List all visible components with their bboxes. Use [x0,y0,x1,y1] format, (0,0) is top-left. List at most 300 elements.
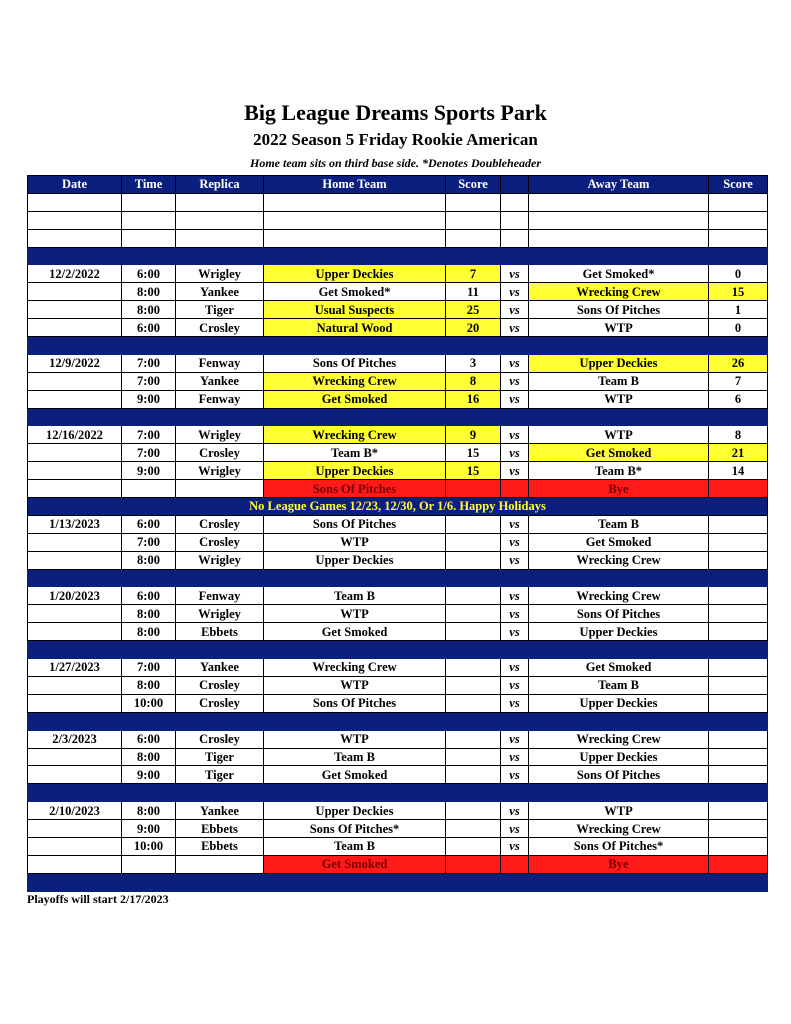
date-cell: 12/9/2022 [28,354,122,372]
home-team: Sons Of Pitches [264,515,446,533]
away-team: WTP [529,390,709,408]
home-score [446,676,501,694]
empty-cell [501,211,529,229]
away-team: Team B [529,676,709,694]
home-score [446,605,501,623]
replica-cell: Crosley [176,676,264,694]
vs-label: vs [501,659,529,677]
time-cell: 9:00 [122,462,176,480]
game-row [28,444,768,462]
game-row [28,301,768,319]
away-score: 0 [709,265,768,283]
game-row [28,766,768,784]
away-score [709,480,768,498]
separator-cell [28,641,122,659]
replica-cell: Crosley [176,694,264,712]
vs-label: vs [501,354,529,372]
separator-row [28,247,768,265]
separator-cell [264,337,446,355]
home-team: Natural Wood [264,319,446,337]
time-cell: 7:00 [122,354,176,372]
home-team: Upper Deckies [264,462,446,480]
replica-cell: Crosley [176,730,264,748]
home-score [446,587,501,605]
game-row [28,265,768,283]
replica-cell: Yankee [176,659,264,677]
empty-cell [264,229,446,247]
vs-label: vs [501,766,529,784]
separator-cell [501,784,529,802]
home-team: Team B [264,837,446,855]
separator-cell [446,641,501,659]
empty-cell [264,211,446,229]
separator-cell [122,247,176,265]
separator-cell [28,337,122,355]
away-score [709,587,768,605]
separator-cell [264,712,446,730]
date-cell [28,820,122,838]
home-score [446,623,501,641]
separator-cell [501,569,529,587]
separator-cell [264,247,446,265]
replica-cell: Tiger [176,766,264,784]
replica-cell: Ebbets [176,820,264,838]
separator-cell [501,247,529,265]
header-date: Date [28,176,122,194]
schedule-table [27,175,768,892]
home-score: 25 [446,301,501,319]
separator-cell [176,784,264,802]
away-team: Team B [529,515,709,533]
vs-label: vs [501,390,529,408]
date-cell [28,855,122,873]
vs-label: vs [501,462,529,480]
empty-row [28,229,768,247]
game-row [28,802,768,820]
replica-cell: Fenway [176,390,264,408]
separator-cell [709,641,768,659]
separator-cell [28,873,122,891]
replica-cell: Wrigley [176,462,264,480]
time-cell: 8:00 [122,605,176,623]
empty-cell [529,211,709,229]
game-row [28,426,768,444]
empty-cell [28,211,122,229]
date-cell: 12/2/2022 [28,265,122,283]
home-score [446,694,501,712]
replica-cell: Fenway [176,587,264,605]
replica-cell: Wrigley [176,426,264,444]
time-cell: 8:00 [122,748,176,766]
date-cell [28,372,122,390]
home-score: 9 [446,426,501,444]
home-score [446,551,501,569]
time-cell: 8:00 [122,623,176,641]
vs-label: vs [501,676,529,694]
vs-label: vs [501,748,529,766]
game-row [28,694,768,712]
away-team: Upper Deckies [529,748,709,766]
away-score: 8 [709,426,768,444]
date-cell [28,766,122,784]
home-score: 7 [446,265,501,283]
away-team: Get Smoked [529,444,709,462]
away-team: Sons Of Pitches [529,766,709,784]
away-team: Wrecking Crew [529,587,709,605]
holiday-note: No League Games 12/23, 12/30, Or 1/6. Happy Holidays [28,498,768,516]
separator-row [28,712,768,730]
separator-cell [529,641,709,659]
bye-team: Sons Of Pitches [264,480,446,498]
home-team: Wrecking Crew [264,659,446,677]
replica-cell: Tiger [176,748,264,766]
separator-cell [709,569,768,587]
vs-label: vs [501,372,529,390]
empty-cell [501,229,529,247]
bye-label: Bye [529,855,709,873]
separator-cell [709,873,768,891]
away-score [709,659,768,677]
vs-label: vs [501,820,529,838]
game-row [28,354,768,372]
time-cell: 9:00 [122,390,176,408]
separator-cell [529,873,709,891]
header-away-score: Score [709,176,768,194]
away-team: Upper Deckies [529,694,709,712]
empty-row [28,193,768,211]
replica-cell: Yankee [176,802,264,820]
date-cell [28,444,122,462]
separator-cell [446,337,501,355]
time-cell: 10:00 [122,837,176,855]
game-row [28,551,768,569]
away-score: 1 [709,301,768,319]
separator-cell [446,247,501,265]
time-cell: 6:00 [122,265,176,283]
game-row [28,372,768,390]
away-team: Wrecking Crew [529,283,709,301]
date-cell: 2/10/2023 [28,802,122,820]
vs-label: vs [501,605,529,623]
empty-cell [122,229,176,247]
game-row [28,283,768,301]
date-cell [28,694,122,712]
away-score [709,855,768,873]
separator-cell [446,784,501,802]
time-cell: 6:00 [122,730,176,748]
away-team: Get Smoked [529,533,709,551]
separator-cell [529,408,709,426]
empty-cell [529,193,709,211]
separator-cell [264,641,446,659]
header-home-team: Home Team [264,176,446,194]
away-team: WTP [529,426,709,444]
home-score [446,730,501,748]
away-score [709,820,768,838]
home-team: Upper Deckies [264,551,446,569]
empty-cell [28,229,122,247]
separator-cell [709,408,768,426]
replica-cell: Crosley [176,444,264,462]
empty-cell [122,193,176,211]
vs-label: vs [501,587,529,605]
home-score: 15 [446,462,501,480]
replica-cell: Wrigley [176,605,264,623]
away-score: 15 [709,283,768,301]
separator-row [28,408,768,426]
separator-cell [28,247,122,265]
time-cell: 6:00 [122,515,176,533]
replica-cell: Ebbets [176,837,264,855]
separator-cell [122,569,176,587]
home-score [446,480,501,498]
away-score: 14 [709,462,768,480]
schedule-note: Home team sits on third base side. *Denotes Doubleheader [250,156,541,170]
empty-cell [709,193,768,211]
date-cell: 2/3/2023 [28,730,122,748]
separator-cell [264,569,446,587]
vs-label: vs [501,533,529,551]
home-team: WTP [264,676,446,694]
vs-label: vs [501,623,529,641]
home-team: Team B* [264,444,446,462]
vs-label: vs [501,730,529,748]
date-cell [28,623,122,641]
away-score: 21 [709,444,768,462]
away-score [709,676,768,694]
replica-cell: Tiger [176,301,264,319]
empty-cell [501,193,529,211]
vs-label: vs [501,837,529,855]
separator-cell [176,337,264,355]
away-score: 26 [709,354,768,372]
home-team: Team B [264,748,446,766]
time-cell: 9:00 [122,766,176,784]
home-score [446,820,501,838]
game-row [28,676,768,694]
time-cell: 7:00 [122,426,176,444]
separator-row [28,784,768,802]
separator-cell [501,641,529,659]
vs-label: vs [501,426,529,444]
separator-cell [709,337,768,355]
empty-cell [122,211,176,229]
game-row [28,820,768,838]
bye-row [28,480,768,498]
home-team: WTP [264,533,446,551]
home-team: WTP [264,730,446,748]
date-cell: 12/16/2022 [28,426,122,444]
separator-cell [446,569,501,587]
page-subtitle: 2022 Season 5 Friday Rookie American [253,130,538,149]
home-score [446,748,501,766]
separator-cell [529,569,709,587]
separator-cell [28,408,122,426]
bye-label: Bye [529,480,709,498]
vs-label: vs [501,515,529,533]
home-score: 16 [446,390,501,408]
home-score [446,659,501,677]
separator-row [28,337,768,355]
separator-cell [709,784,768,802]
game-row [28,587,768,605]
separator-cell [709,712,768,730]
game-row [28,623,768,641]
replica-cell: Wrigley [176,265,264,283]
replica-cell: Crosley [176,319,264,337]
home-team: Wrecking Crew [264,426,446,444]
home-score: 20 [446,319,501,337]
game-row [28,515,768,533]
away-team: Team B [529,372,709,390]
vs-label: vs [501,444,529,462]
vs-cell [501,480,529,498]
away-score [709,515,768,533]
empty-cell [446,211,501,229]
home-team: Usual Suspects [264,301,446,319]
home-team: Get Smoked* [264,283,446,301]
separator-cell [446,712,501,730]
separator-cell [709,247,768,265]
header-replica: Replica [176,176,264,194]
separator-cell [176,408,264,426]
game-row [28,605,768,623]
away-team: Team B* [529,462,709,480]
home-team: WTP [264,605,446,623]
time-cell: 7:00 [122,372,176,390]
empty-cell [176,211,264,229]
game-row [28,748,768,766]
replica-cell: Wrigley [176,551,264,569]
separator-cell [529,337,709,355]
separator-cell [122,641,176,659]
vs-label: vs [501,265,529,283]
separator-cell [28,569,122,587]
game-row [28,730,768,748]
separator-cell [264,873,446,891]
empty-cell [176,193,264,211]
header-home-score: Score [446,176,501,194]
away-team: Wrecking Crew [529,730,709,748]
away-score [709,748,768,766]
empty-cell [264,193,446,211]
separator-cell [501,337,529,355]
separator-row [28,873,768,891]
game-row [28,390,768,408]
date-cell [28,390,122,408]
home-score: 15 [446,444,501,462]
time-cell: 9:00 [122,820,176,838]
away-team: WTP [529,319,709,337]
away-score [709,766,768,784]
separator-row [28,569,768,587]
home-team: Team B [264,587,446,605]
separator-cell [176,641,264,659]
away-score: 7 [709,372,768,390]
header-row [28,176,768,194]
replica-cell [176,855,264,873]
separator-cell [446,873,501,891]
away-team: Sons Of Pitches* [529,837,709,855]
away-team: Wrecking Crew [529,820,709,838]
date-cell: 1/13/2023 [28,515,122,533]
header-time: Time [122,176,176,194]
game-row [28,837,768,855]
time-cell: 8:00 [122,301,176,319]
time-cell: 7:00 [122,444,176,462]
replica-cell: Crosley [176,515,264,533]
away-score [709,533,768,551]
date-cell [28,837,122,855]
game-row [28,462,768,480]
separator-cell [122,784,176,802]
separator-cell [122,408,176,426]
bye-team: Get Smoked [264,855,446,873]
separator-cell [501,712,529,730]
home-team: Get Smoked [264,390,446,408]
replica-cell: Yankee [176,283,264,301]
date-cell [28,533,122,551]
away-team: Get Smoked [529,659,709,677]
away-team: Upper Deckies [529,623,709,641]
time-cell: 7:00 [122,659,176,677]
time-cell [122,855,176,873]
time-cell: 8:00 [122,802,176,820]
vs-cell [501,855,529,873]
separator-cell [122,873,176,891]
home-score [446,515,501,533]
home-score: 8 [446,372,501,390]
time-cell: 10:00 [122,694,176,712]
time-cell: 7:00 [122,533,176,551]
playoffs-note: Playoffs will start 2/17/2023 [27,892,169,906]
home-score [446,766,501,784]
empty-cell [709,229,768,247]
home-team: Sons Of Pitches* [264,820,446,838]
home-score [446,533,501,551]
empty-cell [529,229,709,247]
replica-cell: Yankee [176,372,264,390]
date-cell [28,480,122,498]
away-score [709,694,768,712]
home-score [446,802,501,820]
separator-cell [176,873,264,891]
home-team: Upper Deckies [264,802,446,820]
date-cell [28,605,122,623]
empty-row [28,211,768,229]
away-team: WTP [529,802,709,820]
away-team: Sons Of Pitches [529,605,709,623]
replica-cell: Crosley [176,533,264,551]
empty-cell [176,229,264,247]
away-score [709,730,768,748]
home-team: Get Smoked [264,623,446,641]
separator-cell [264,784,446,802]
separator-cell [264,408,446,426]
separator-cell [122,712,176,730]
separator-cell [28,712,122,730]
replica-cell: Ebbets [176,623,264,641]
date-cell: 1/27/2023 [28,659,122,677]
date-cell [28,462,122,480]
header-vs [501,176,529,194]
time-cell: 6:00 [122,587,176,605]
separator-cell [122,337,176,355]
header-away-team: Away Team [529,176,709,194]
time-cell: 8:00 [122,551,176,569]
home-score: 3 [446,354,501,372]
home-score [446,837,501,855]
